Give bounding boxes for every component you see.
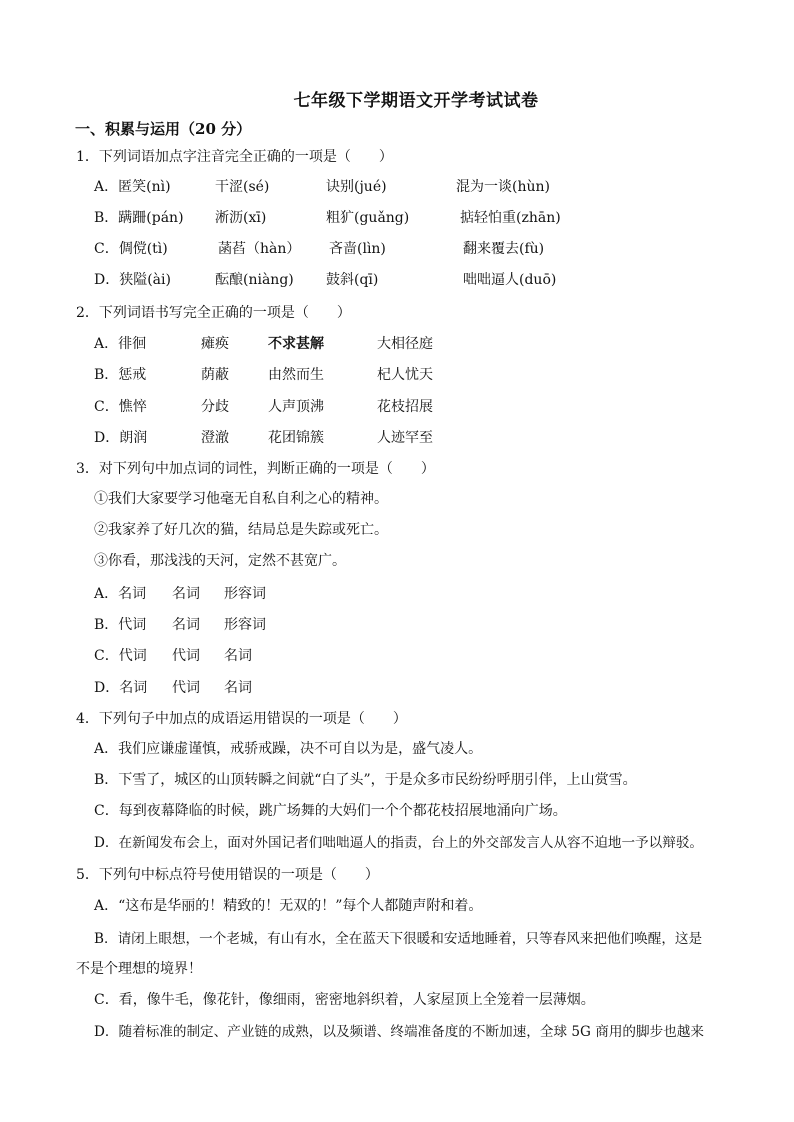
q1-option-c-item-3: 吝啬(lìn) bbox=[329, 241, 386, 257]
q3-option-b-item-2: 名词 bbox=[172, 617, 200, 633]
q2-option-d-item-3: 花团锦簇 bbox=[268, 430, 324, 446]
q2-option-b-item-1: B．惩戒 bbox=[94, 367, 147, 383]
q3-option-a-item-2: 名词 bbox=[172, 586, 200, 602]
question-3-stem: 3．对下列句中加点词的词性，判断正确的一项是（ ） bbox=[76, 461, 435, 477]
q3-option-a-item-3: 形容词 bbox=[224, 586, 266, 602]
q1-option-b-item-2: 淅沥(xī) bbox=[215, 210, 267, 226]
q3-option-c-item-2: 代词 bbox=[172, 648, 200, 664]
q4-option-c: C．每到夜幕降临的时候，跳广场舞的大妈们一个个都花枝招展地涌向广场。 bbox=[94, 803, 567, 819]
q2-option-d-item-4: 人迹罕至 bbox=[377, 430, 433, 446]
q4-option-b: B．下雪了，城区的山顶转瞬之间就“白了头”，于是众多市民纷纷呼朋引伴，上山赏雪。 bbox=[94, 772, 637, 788]
q5-option-c: C．看，像牛毛，像花针，像细雨，密密地斜织着，人家屋顶上全笼着一层薄烟。 bbox=[94, 992, 595, 1008]
q2-option-b-item-4: 杞人忧天 bbox=[377, 367, 433, 383]
q3-option-d-item-1: D．名词 bbox=[94, 680, 148, 696]
q3-option-c-item-1: C．代词 bbox=[94, 648, 147, 664]
q1-option-b-item-4: 掂轻怕重(zhān) bbox=[460, 210, 561, 226]
q1-option-a-item-3: 诀别(jué) bbox=[326, 179, 387, 195]
q1-option-c-item-4: 翻来覆去(fù) bbox=[463, 241, 545, 257]
q2-option-c-item-1: C．憔悴 bbox=[94, 399, 147, 415]
page-title bbox=[0, 86, 794, 111]
q3-option-c-item-3: 名词 bbox=[224, 648, 252, 664]
q3-option-d-item-3: 名词 bbox=[224, 680, 252, 696]
q2-option-d-item-2: 澄澈 bbox=[201, 430, 229, 446]
q2-option-b-item-2: 荫蔽 bbox=[201, 367, 229, 383]
q5-option-d: D．随着标准的制定、产业链的成熟，以及频谱、终端准备度的不断加速，全球 5G 商用的脚步也越来 bbox=[94, 1024, 704, 1040]
question-4-stem: 4．下列句子中加点的成语运用错误的一项是（ ） bbox=[76, 711, 407, 727]
q3-sentence-3: ③你看，那浅浅的天河，定然不甚宽广。 bbox=[94, 553, 346, 569]
q5-option-a: A．“这布是华丽的！精致的！无双的！”每个人都随声附和着。 bbox=[94, 898, 483, 914]
q1-option-d-item-2: 酝酿(niàng) bbox=[215, 272, 294, 288]
q2-option-a-item-1: A．徘徊 bbox=[94, 336, 147, 352]
title-text: 七年级下学期语文开学考试试卷 bbox=[293, 91, 539, 111]
question-1-stem: 1．下列词语加点字注音完全正确的一项是（ ） bbox=[76, 149, 393, 165]
q3-sentence-1: ①我们大家要学习他毫无自私自利之心的精神。 bbox=[94, 491, 388, 507]
q1-option-b-item-3: 粗犷(guǎng) bbox=[326, 210, 410, 226]
q3-sentence-2: ②我家养了好几次的猫，结局总是失踪或死亡。 bbox=[94, 522, 388, 538]
question-2-stem: 2．下列词语书写完全正确的一项是（ ） bbox=[76, 305, 351, 321]
q5-option-b-line-1: B．请闭上眼想，一个老城，有山有水，全在蓝天下很暖和安适地睡着，只等春风来把他们唤醒，这是 bbox=[94, 931, 703, 947]
q2-option-b-item-3: 由然而生 bbox=[268, 367, 324, 383]
q1-option-c-item-1: C．倜傥(tì) bbox=[94, 241, 168, 257]
q1-option-a-item-2: 干涩(sé) bbox=[215, 179, 270, 195]
q2-option-d-item-1: D．朗润 bbox=[94, 430, 148, 446]
q1-option-a-item-1: A．匿笑(nì) bbox=[94, 179, 171, 195]
q1-option-c-item-2: 菡萏（hàn） bbox=[218, 241, 301, 257]
section-heading: 一、积累与运用（20 分） bbox=[75, 120, 252, 138]
question-5-stem: 5．下列句中标点符号使用错误的一项是（ ） bbox=[76, 867, 379, 883]
q2-option-c-item-3: 人声顶沸 bbox=[268, 399, 324, 415]
q3-option-b-item-3: 形容词 bbox=[224, 617, 266, 633]
q2-option-c-item-4: 花枝招展 bbox=[377, 399, 433, 415]
q2-option-a-item-2: 瘫痪 bbox=[201, 336, 229, 352]
q4-option-a: A．我们应谦虚谨慎，戒骄戒躁，决不可自以为是，盛气凌人。 bbox=[94, 741, 483, 757]
q1-option-d-item-4: 咄咄逼人(duō) bbox=[463, 272, 557, 288]
q3-option-a-item-1: A．名词 bbox=[94, 586, 147, 602]
q2-option-a-item-4: 大相径庭 bbox=[377, 336, 433, 352]
q3-option-b-item-1: B．代词 bbox=[94, 617, 147, 633]
q2-option-a-item-3: 不求甚解 bbox=[268, 336, 324, 352]
q1-option-a-item-4: 混为一谈(hùn) bbox=[456, 179, 550, 195]
q2-option-c-item-2: 分歧 bbox=[201, 399, 229, 415]
q1-option-d-item-3: 鼓斜(qī) bbox=[326, 272, 379, 288]
q4-option-d: D．在新闻发布会上，面对外国记者们咄咄逼人的指责，台上的外交部发言人从容不迫地一予以辩驳。 bbox=[94, 835, 704, 851]
q3-option-d-item-2: 代词 bbox=[172, 680, 200, 696]
q1-option-d-item-1: D．狭隘(ài) bbox=[94, 272, 171, 288]
q5-option-b-line-2: 不是个理想的境界！ bbox=[76, 961, 202, 977]
q1-option-b-item-1: B．蹒跚(pán) bbox=[94, 210, 184, 226]
